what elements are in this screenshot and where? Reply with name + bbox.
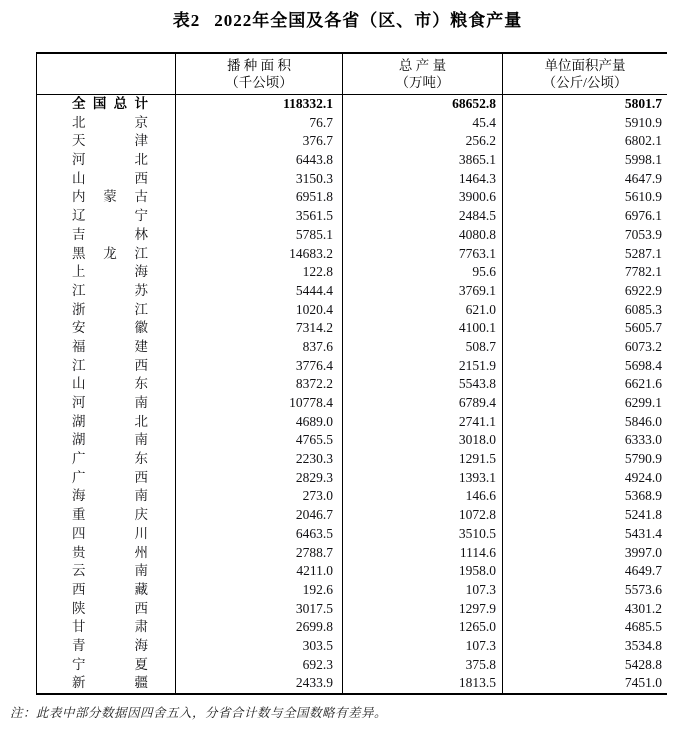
column-header-yield bbox=[503, 54, 667, 94]
yield-value: 4685.5 bbox=[624, 619, 662, 635]
total-output-value: 621.0 bbox=[343, 301, 503, 320]
table-row bbox=[37, 319, 667, 338]
yield-value: 5431.4 bbox=[624, 525, 662, 541]
total-output-value: 68652.8 bbox=[343, 95, 503, 114]
table-row bbox=[37, 525, 667, 544]
sown-area-value: 8372.2 bbox=[176, 375, 343, 394]
sown-area-value: 692.3 bbox=[176, 656, 343, 675]
table-row bbox=[37, 600, 667, 619]
region-name: 湖北 bbox=[72, 413, 148, 429]
sown-area-value: 2046.7 bbox=[176, 506, 343, 525]
yield-value: 5573.6 bbox=[624, 581, 662, 597]
region-name: 广东 bbox=[72, 451, 148, 467]
region-name: 吉林 bbox=[72, 226, 148, 242]
region-name: 内蒙古 bbox=[72, 189, 148, 205]
yield-value: 6085.3 bbox=[624, 301, 662, 317]
region-name: 江西 bbox=[72, 357, 148, 373]
sown-area-value: 6443.8 bbox=[176, 151, 343, 170]
table-row bbox=[37, 263, 667, 282]
region-name: 山西 bbox=[72, 170, 148, 186]
yield-value: 5790.9 bbox=[624, 451, 662, 467]
region-name: 陕西 bbox=[72, 600, 148, 616]
yield-value: 4924.0 bbox=[624, 469, 662, 485]
region-name: 贵州 bbox=[72, 544, 148, 560]
sown-area-value: 118332.1 bbox=[176, 95, 343, 114]
sown-area-value: 4689.0 bbox=[176, 413, 343, 432]
total-output-value: 45.4 bbox=[343, 114, 503, 133]
table-row bbox=[37, 413, 667, 432]
region-name: 江苏 bbox=[72, 282, 148, 298]
table-row bbox=[37, 151, 667, 170]
table-row bbox=[37, 188, 667, 207]
yield-value: 6621.6 bbox=[624, 376, 662, 392]
table-row bbox=[37, 132, 667, 151]
table-row bbox=[37, 581, 667, 600]
yield-value: 5241.8 bbox=[624, 507, 662, 523]
yield-value: 6073.2 bbox=[624, 338, 662, 354]
total-output-value: 1072.8 bbox=[343, 506, 503, 525]
yield-value: 5801.7 bbox=[624, 96, 662, 111]
yield-value: 5610.9 bbox=[624, 189, 662, 205]
table-row bbox=[37, 226, 667, 245]
sown-area-value: 6463.5 bbox=[176, 525, 343, 544]
column-header-sown-area bbox=[176, 54, 343, 94]
region-name: 湖南 bbox=[72, 432, 148, 448]
region-name: 北京 bbox=[72, 114, 148, 130]
table-row bbox=[37, 375, 667, 394]
column-header-region bbox=[37, 54, 176, 94]
sown-area-value: 273.0 bbox=[176, 487, 343, 506]
total-output-value: 146.6 bbox=[343, 487, 503, 506]
total-output-value: 3769.1 bbox=[343, 282, 503, 301]
footnote: 注：此表中部分数据因四舍五入，分省合计数与全国数略有差异。 bbox=[10, 705, 388, 720]
sown-area-value: 3561.5 bbox=[176, 207, 343, 226]
total-output-value: 1297.9 bbox=[343, 600, 503, 619]
total-output-value: 95.6 bbox=[343, 263, 503, 282]
table-number: 表2 bbox=[172, 11, 201, 30]
total-output-value: 1114.6 bbox=[343, 544, 503, 563]
table-row bbox=[37, 450, 667, 469]
sown-area-value: 122.8 bbox=[176, 263, 343, 282]
region-name: 全国总计 bbox=[72, 96, 148, 111]
sown-area-value: 303.5 bbox=[176, 637, 343, 656]
region-name: 浙江 bbox=[72, 301, 148, 317]
column-header-sown-area-unit: （千公顷） bbox=[225, 75, 293, 90]
region-name: 宁夏 bbox=[72, 656, 148, 672]
yield-value: 6976.1 bbox=[624, 208, 662, 224]
region-name: 四川 bbox=[72, 525, 148, 541]
total-output-value: 7763.1 bbox=[343, 245, 503, 264]
region-name: 黑龙江 bbox=[72, 245, 148, 261]
yield-value: 5998.1 bbox=[624, 152, 662, 168]
table-body bbox=[37, 95, 667, 693]
column-header-yield-label: 单位面积产量 bbox=[544, 58, 626, 73]
region-name: 福建 bbox=[72, 338, 148, 354]
total-output-value: 1291.5 bbox=[343, 450, 503, 469]
table-row bbox=[37, 170, 667, 189]
table-row bbox=[37, 245, 667, 264]
yield-value: 7782.1 bbox=[624, 264, 662, 280]
yield-value: 7451.0 bbox=[624, 675, 662, 691]
region-name: 西藏 bbox=[72, 581, 148, 597]
yield-value: 4647.9 bbox=[624, 170, 662, 186]
table-row bbox=[37, 95, 667, 114]
sown-area-value: 4211.0 bbox=[176, 562, 343, 581]
region-name: 青海 bbox=[72, 637, 148, 653]
total-output-value: 256.2 bbox=[343, 132, 503, 151]
yield-value: 7053.9 bbox=[624, 226, 662, 242]
total-output-value: 4100.1 bbox=[343, 319, 503, 338]
yield-value: 4649.7 bbox=[624, 563, 662, 579]
total-output-value: 5543.8 bbox=[343, 375, 503, 394]
column-header-yield-unit: （公斤/公顷） bbox=[542, 75, 628, 90]
total-output-value: 1393.1 bbox=[343, 469, 503, 488]
table-row bbox=[37, 431, 667, 450]
sown-area-value: 2230.3 bbox=[176, 450, 343, 469]
table-row bbox=[37, 618, 667, 637]
table-row bbox=[37, 357, 667, 376]
column-header-total-output-label: 总 产 量 bbox=[398, 58, 447, 73]
region-name: 重庆 bbox=[72, 507, 148, 523]
region-name: 河南 bbox=[72, 395, 148, 410]
region-name: 云南 bbox=[72, 563, 148, 579]
table-row bbox=[37, 544, 667, 563]
table-row bbox=[37, 282, 667, 301]
region-name: 海南 bbox=[72, 488, 148, 504]
table-header-row bbox=[37, 54, 667, 95]
sown-area-value: 4765.5 bbox=[176, 431, 343, 450]
sown-area-value: 76.7 bbox=[176, 114, 343, 133]
sown-area-value: 7314.2 bbox=[176, 319, 343, 338]
grain-production-table bbox=[36, 52, 667, 695]
yield-value: 6802.1 bbox=[624, 133, 662, 149]
sown-area-value: 5785.1 bbox=[176, 226, 343, 245]
sown-area-value: 192.6 bbox=[176, 581, 343, 600]
total-output-value: 2484.5 bbox=[343, 207, 503, 226]
yield-value: 6333.0 bbox=[624, 432, 662, 448]
total-output-value: 1958.0 bbox=[343, 562, 503, 581]
sown-area-value: 2433.9 bbox=[176, 674, 343, 693]
region-name: 上海 bbox=[72, 264, 148, 280]
table-row bbox=[37, 301, 667, 320]
table-title-text: 2022年全国及各省（区、市）粮食产量 bbox=[214, 11, 523, 30]
sown-area-value: 10778.4 bbox=[176, 394, 343, 413]
region-name: 安徽 bbox=[72, 320, 148, 336]
sown-area-value: 2699.8 bbox=[176, 618, 343, 637]
total-output-value: 3510.5 bbox=[343, 525, 503, 544]
column-header-total-output bbox=[343, 54, 503, 94]
yield-value: 5428.8 bbox=[624, 656, 662, 672]
total-output-value: 107.3 bbox=[343, 581, 503, 600]
total-output-value: 3900.6 bbox=[343, 188, 503, 207]
total-output-value: 1813.5 bbox=[343, 674, 503, 693]
page-title bbox=[0, 6, 695, 31]
sown-area-value: 2829.3 bbox=[176, 469, 343, 488]
yield-value: 5846.0 bbox=[624, 413, 662, 429]
region-name: 新疆 bbox=[72, 675, 148, 691]
region-name: 天津 bbox=[72, 133, 148, 149]
total-output-value: 3865.1 bbox=[343, 151, 503, 170]
region-name: 河北 bbox=[72, 152, 148, 168]
total-output-value: 3018.0 bbox=[343, 431, 503, 450]
total-output-value: 6789.4 bbox=[343, 394, 503, 413]
region-name: 辽宁 bbox=[72, 208, 148, 224]
total-output-value: 1265.0 bbox=[343, 618, 503, 637]
total-output-value: 2741.1 bbox=[343, 413, 503, 432]
yield-value: 3534.8 bbox=[624, 637, 662, 653]
table-row bbox=[37, 637, 667, 656]
sown-area-value: 2788.7 bbox=[176, 544, 343, 563]
sown-area-value: 3776.4 bbox=[176, 357, 343, 376]
table-row bbox=[37, 207, 667, 226]
total-output-value: 375.8 bbox=[343, 656, 503, 675]
table-row bbox=[37, 487, 667, 506]
region-name: 广西 bbox=[72, 469, 148, 485]
region-name: 山东 bbox=[72, 376, 148, 392]
table-row bbox=[37, 469, 667, 488]
yield-value: 6922.9 bbox=[624, 282, 662, 298]
table-row bbox=[37, 674, 667, 693]
sown-area-value: 3150.3 bbox=[176, 170, 343, 189]
sown-area-value: 837.6 bbox=[176, 338, 343, 357]
table-row bbox=[37, 506, 667, 525]
sown-area-value: 14683.2 bbox=[176, 245, 343, 264]
table-row bbox=[37, 656, 667, 675]
sown-area-value: 6951.8 bbox=[176, 188, 343, 207]
total-output-value: 1464.3 bbox=[343, 170, 503, 189]
region-name: 甘肃 bbox=[72, 619, 148, 635]
column-header-sown-area-label: 播 种 面 积 bbox=[226, 58, 292, 73]
total-output-value: 508.7 bbox=[343, 338, 503, 357]
table-row bbox=[37, 338, 667, 357]
yield-value: 5910.9 bbox=[624, 114, 662, 130]
yield-value: 5605.7 bbox=[624, 320, 662, 336]
sown-area-value: 3017.5 bbox=[176, 600, 343, 619]
total-output-value: 4080.8 bbox=[343, 226, 503, 245]
yield-value: 5368.9 bbox=[624, 488, 662, 504]
total-output-value: 107.3 bbox=[343, 637, 503, 656]
column-header-total-output-unit: （万吨） bbox=[395, 75, 450, 90]
yield-value: 5698.4 bbox=[624, 357, 662, 373]
yield-value: 3997.0 bbox=[624, 544, 662, 560]
table-row bbox=[37, 562, 667, 581]
table-row bbox=[37, 394, 667, 413]
yield-value: 4301.2 bbox=[624, 600, 662, 616]
total-output-value: 2151.9 bbox=[343, 357, 503, 376]
yield-value: 6299.1 bbox=[624, 395, 662, 410]
sown-area-value: 376.7 bbox=[176, 132, 343, 151]
table-row bbox=[37, 114, 667, 133]
sown-area-value: 5444.4 bbox=[176, 282, 343, 301]
sown-area-value: 1020.4 bbox=[176, 301, 343, 320]
yield-value: 5287.1 bbox=[624, 245, 662, 261]
